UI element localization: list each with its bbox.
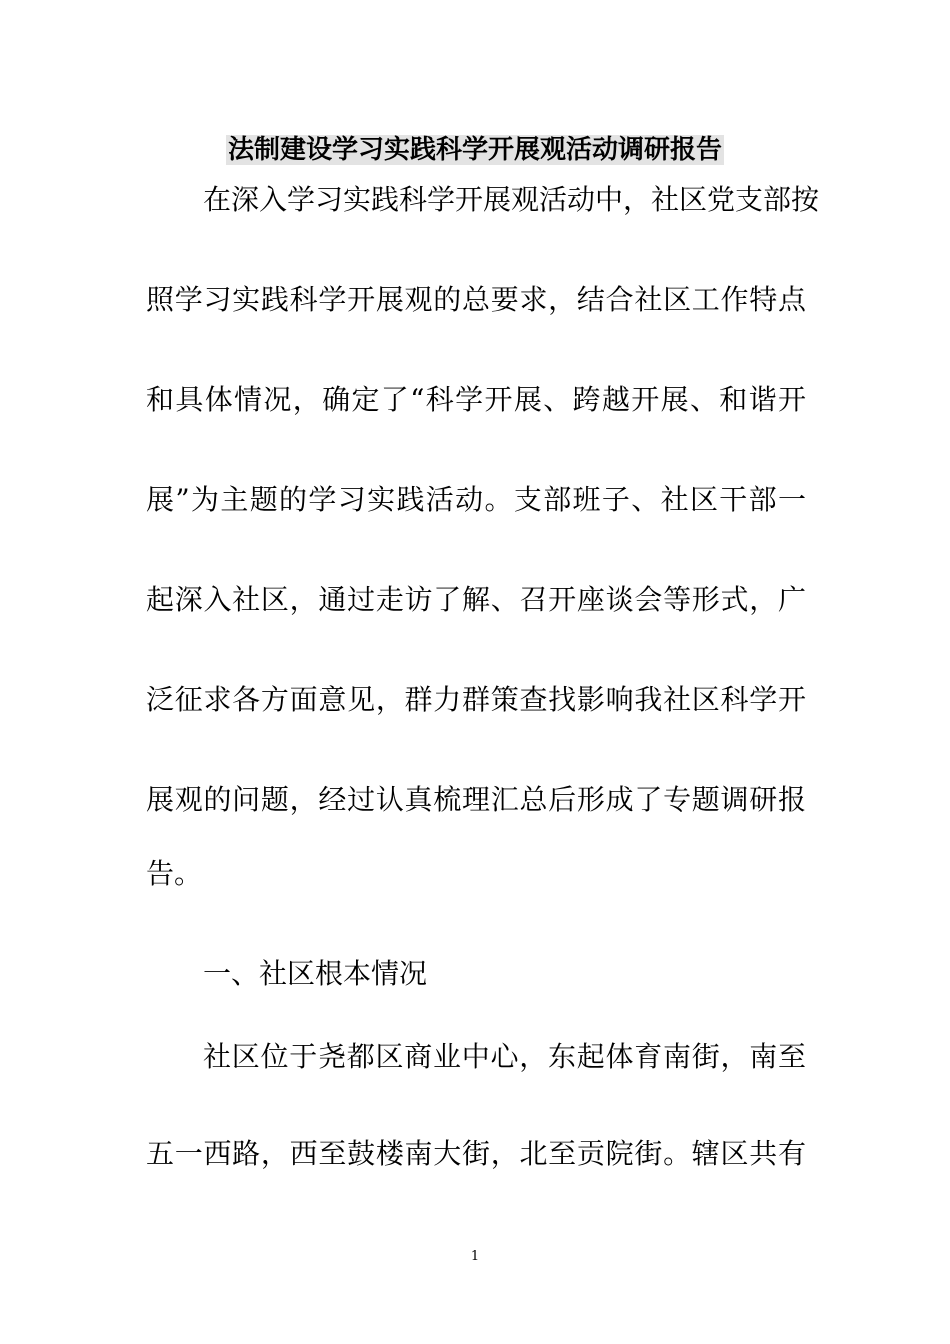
paragraph-line: 在深入学习实践科学开展观活动中，社区党支部按	[203, 183, 820, 216]
paragraph-line: 告。	[146, 857, 203, 890]
paragraph-line: 展观的问题，经过认真梳理汇总后形成了专题调研报	[146, 783, 806, 816]
paragraph-line: 照学习实践科学开展观的总要求，结合社区工作特点	[146, 283, 806, 316]
paragraph-line: 社区位于尧都区商业中心，东起体育南街，南至	[203, 1040, 806, 1073]
paragraph-line: 起深入社区，通过走访了解、召开座谈会等形式，广	[146, 583, 806, 616]
paragraph-line: 和具体情况，确定了“科学开展、跨越开展、和谐开	[146, 383, 806, 416]
paragraph-line: 展”为主题的学习实践活动。支部班子、社区干部一	[146, 483, 806, 516]
paragraph-line: 泛征求各方面意见，群力群策查找影响我社区科学开	[146, 683, 806, 716]
document-title-text: 法制建设学习实践科学开展观活动调研报告	[227, 135, 722, 165]
page-number: 1	[470, 1249, 480, 1264]
paragraph-line: 五一西路，西至鼓楼南大街，北至贡院街。辖区共有	[146, 1137, 806, 1170]
document-title	[0, 133, 950, 167]
section-heading: 一、社区根本情况	[203, 957, 428, 990]
